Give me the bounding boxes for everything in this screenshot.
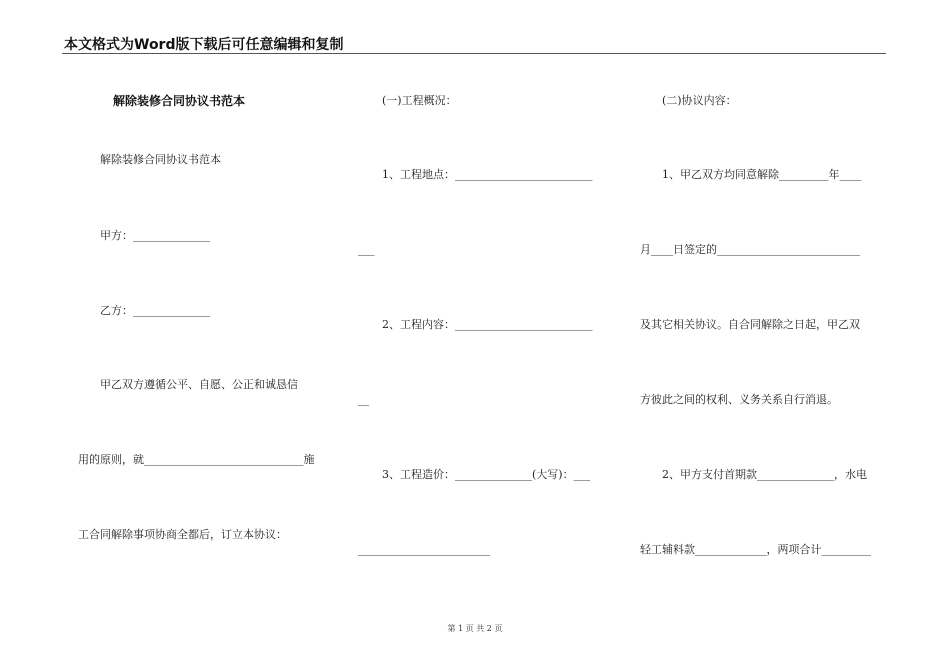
party-b-line: 乙方：______________ <box>100 304 210 317</box>
banner-divider <box>62 53 886 54</box>
clause-2-line-2: 轻工辅料款_____________，两项合计_________ <box>640 543 871 556</box>
download-banner: 本文格式为Word版下载后可任意编辑和复制 <box>64 37 344 53</box>
clause-1-line-1: 1、甲乙双方均同意解除_________年____ <box>662 168 862 181</box>
intro-paragraph-line-1: 甲乙双方遵循公平、自愿、公正和诚恳信 <box>100 378 298 391</box>
clause-1-line-3: 及其它相关协议。自合同解除之日起，甲乙双 <box>640 318 860 331</box>
party-a-line: 甲方：______________ <box>100 229 210 242</box>
project-price-continuation: ________________________ <box>358 543 490 556</box>
clause-1-line-4: 方彼此之间的权利、义务关系自行消退。 <box>640 393 838 406</box>
clause-1-line-2: 月____日签定的__________________________ <box>640 243 860 256</box>
intro-paragraph-line-3: 工合同解除事项协商全都后，订立本协议： <box>78 528 287 541</box>
project-content-continuation: __ <box>358 393 369 406</box>
clause-2-line-1: 2、甲方支付首期款______________，水电 <box>662 468 867 481</box>
project-price-line: 3、工程造价：______________(大写)：___ <box>382 468 591 481</box>
project-location-continuation: ___ <box>358 243 375 256</box>
subtitle: 解除装修合同协议书范本 <box>100 153 221 166</box>
section-heading-agreement: (二)协议内容： <box>662 94 737 107</box>
project-location-line: 1、工程地点：_________________________ <box>382 168 593 181</box>
intro-paragraph-line-2: 用的原则，就_____________________________施 <box>78 453 315 466</box>
section-heading-overview: (一)工程概况： <box>382 94 457 107</box>
document-title: 解除装修合同协议书范本 <box>113 94 246 108</box>
page-number: 第 1 页 共 2 页 <box>447 624 503 633</box>
project-content-line: 2、工程内容：_________________________ <box>382 318 593 331</box>
